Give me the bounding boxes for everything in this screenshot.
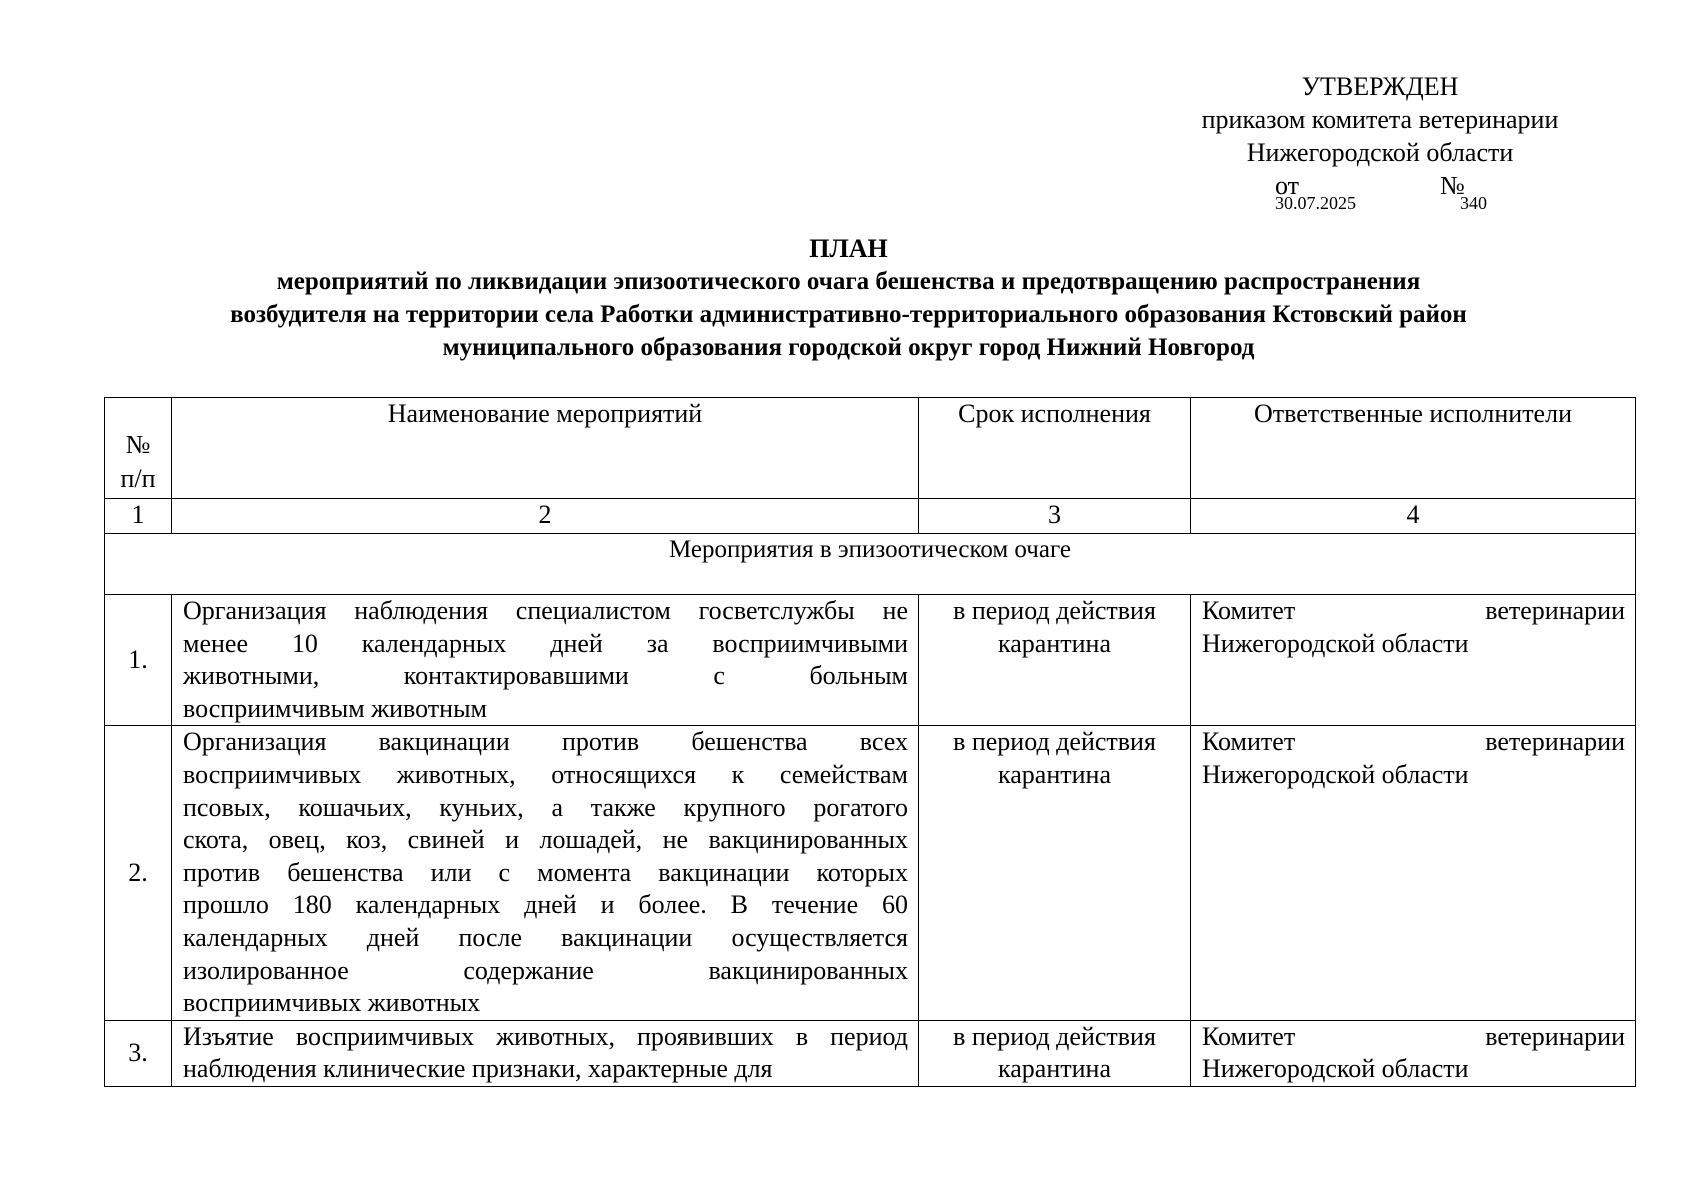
- table-row: [105, 1020, 1636, 1086]
- approval-line-1: приказом комитета ветеринарии: [1201, 105, 1559, 134]
- approval-title: УТВЕРЖДЕН: [1301, 72, 1459, 101]
- plan-subtitle-line-1: мероприятий по ликвидации эпизоотического очага бешенства и предотвращению распространения: [276, 268, 1421, 295]
- measure-name-line: восприимчивых животных: [183, 988, 481, 1018]
- measure-term-line: в период действия: [953, 727, 1156, 757]
- measure-name-line: против бешенства или с момента вакцинации которых: [183, 857, 908, 887]
- order-number: 340: [1460, 193, 1487, 213]
- plan-table: [104, 397, 1636, 1087]
- measure-name-line: Изъятие восприимчивых животных, проявивших в период: [183, 1021, 908, 1051]
- measure-term-line: в период действия: [953, 596, 1156, 625]
- measure-responsible: [1191, 595, 1636, 726]
- measure-name-line: скота, овец, коз, свиней и лошадей, не вакцинированных: [183, 825, 908, 855]
- measure-term-line: карантина: [998, 759, 1111, 789]
- responsible-word: ветеринарии: [1485, 1021, 1625, 1051]
- measure-name-line: Организация наблюдения специалистом госветслужбы не: [183, 596, 908, 625]
- measure-name-line: наблюдения клинические признаки, характерные для: [183, 1054, 773, 1084]
- measure-term: [919, 1020, 1191, 1086]
- measure-name-line: восприимчивым животным: [183, 693, 488, 723]
- measure-responsible: [1191, 1020, 1636, 1086]
- measure-name: [172, 726, 919, 1020]
- plan-heading: ПЛАН: [809, 234, 888, 263]
- measure-name-line: изолированное содержание вакцинированных: [183, 955, 908, 985]
- header-term: [919, 398, 1191, 499]
- approval-stamp: [1160, 70, 1600, 213]
- row-number: 2.: [105, 726, 172, 1020]
- measure-responsible: [1191, 726, 1636, 1020]
- measure-name-line: менее 10 календарных дней за восприимчивыми: [183, 628, 908, 658]
- table-body: [105, 595, 1636, 1087]
- responsible-word: Комитет: [1202, 1021, 1296, 1051]
- measure-term-line: карантина: [998, 628, 1111, 658]
- header-name-text: Наименование мероприятий: [387, 399, 703, 428]
- measure-term: [919, 595, 1191, 726]
- header-responsible-text: Ответственные исполнители: [1253, 399, 1572, 428]
- index-cell: 2: [172, 499, 919, 534]
- measure-term-line: в период действия: [953, 1021, 1156, 1051]
- section-title: Мероприятия в эпизоотическом очаге: [105, 534, 1636, 595]
- measure-name-line: прошло 180 календарных дней и более. В течение 60: [183, 890, 908, 920]
- plan-subtitle-line-3: муниципального образования городской округ город Нижний Новгород: [442, 334, 1255, 361]
- header-name: [172, 398, 919, 499]
- responsible-word: ветеринарии: [1485, 596, 1625, 625]
- responsible-line-1: [1202, 726, 1625, 759]
- header-num: [105, 398, 172, 499]
- section-row: [105, 534, 1636, 595]
- header-term-text: Срок исполнения: [958, 399, 1151, 428]
- responsible-line-2: Нижегородской области: [1202, 1054, 1469, 1084]
- table-row: [105, 595, 1636, 726]
- index-cell: 4: [1191, 499, 1636, 534]
- header-num-line-1: №: [125, 430, 151, 459]
- row-number: 1.: [105, 595, 172, 726]
- measure-name-line: псовых, кошачьих, куньих, а также крупного рогатого: [183, 792, 908, 822]
- responsible-word: Комитет: [1202, 596, 1296, 625]
- responsible-line-2: Нижегородской области: [1202, 628, 1469, 658]
- date-label: от: [1275, 171, 1300, 200]
- measure-term-line: карантина: [998, 1054, 1111, 1084]
- measure-name-line: календарных дней после вакцинации осуществляется: [183, 922, 908, 952]
- responsible-word: ветеринарии: [1485, 727, 1625, 757]
- header-num-line-2: п/п: [120, 464, 156, 493]
- header-responsible: [1191, 398, 1636, 499]
- responsible-line-2: Нижегородской области: [1202, 759, 1469, 789]
- index-cell: 1: [105, 499, 172, 534]
- measure-name: [172, 595, 919, 726]
- table-row: [105, 726, 1636, 1020]
- measure-name-line: восприимчивых животных, относящихся к семействам: [183, 759, 908, 789]
- responsible-word: Комитет: [1202, 727, 1296, 757]
- plan-subtitle-line-2: возбудителя на территории села Работки административно-территориального образования Кстовский район: [230, 301, 1467, 328]
- table-index-row: [105, 499, 1636, 534]
- responsible-line-1: [1202, 1021, 1625, 1054]
- table-header-row: [105, 398, 1636, 499]
- index-cell: 3: [919, 499, 1191, 534]
- order-date: 30.07.2025: [1275, 193, 1356, 213]
- measure-term: [919, 726, 1191, 1020]
- measure-name-line: Организация вакцинации против бешенства всех: [183, 727, 908, 757]
- approval-date-row: [1160, 169, 1600, 213]
- measure-name-line: животными, контактировавшими с больным: [183, 661, 908, 691]
- approval-line-2: Нижегородской области: [1246, 138, 1514, 167]
- plan-title-block: [100, 232, 1597, 364]
- number-label: №: [1440, 171, 1465, 200]
- responsible-line-1: [1202, 595, 1625, 628]
- row-number: 3.: [105, 1020, 172, 1086]
- measure-name: [172, 1020, 919, 1086]
